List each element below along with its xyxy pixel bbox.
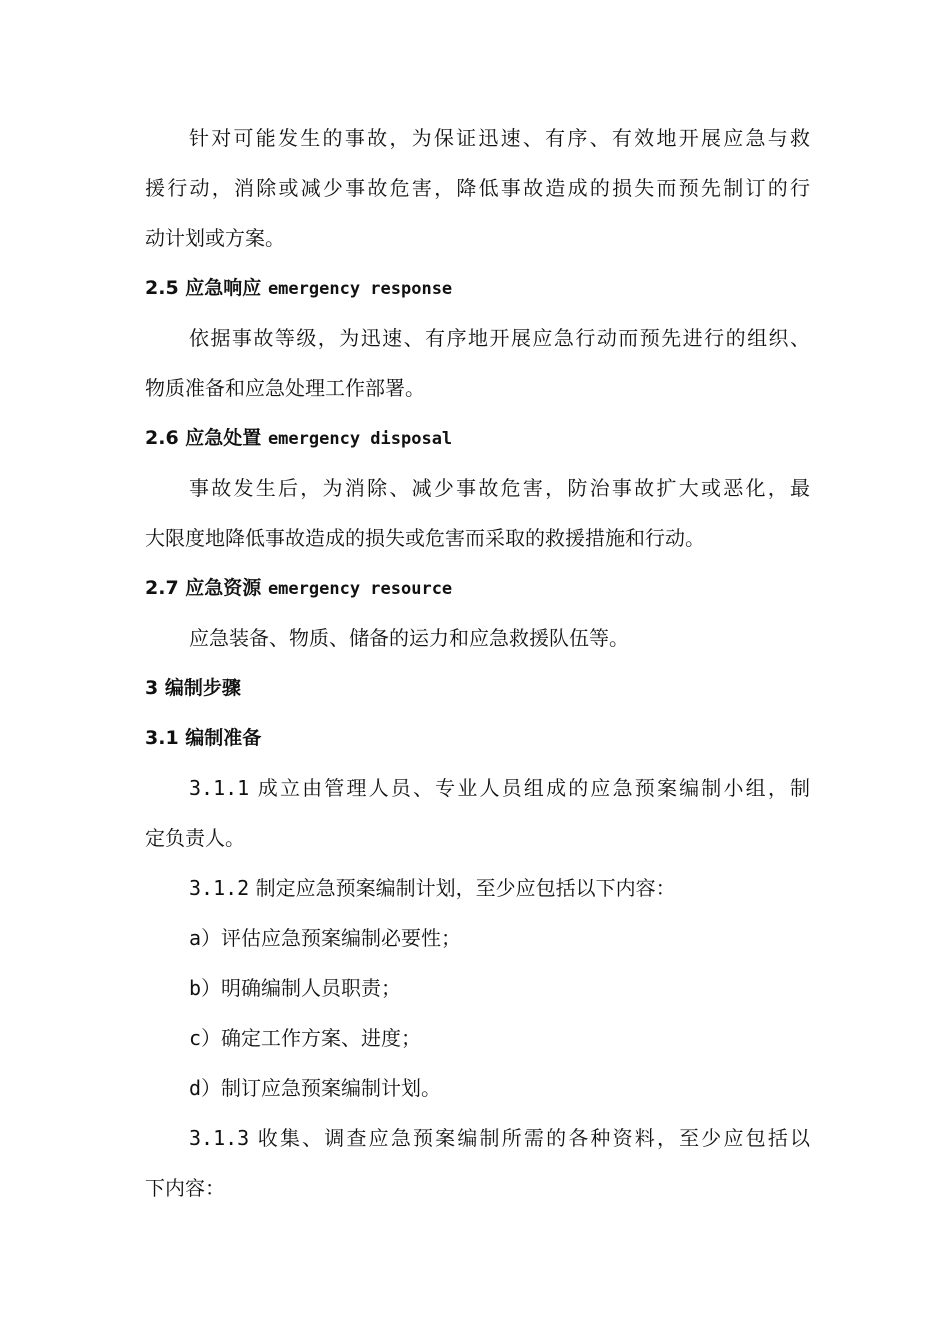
body-text-line: 定负责人。 — [145, 826, 245, 850]
clause-3-1-3 — [145, 1113, 810, 1163]
body-text-line: 物质准备和应急处理工作部署。 — [145, 376, 425, 400]
list-text: 制订应急预案编制计划。 — [221, 1076, 442, 1100]
body-text-line: 下内容： — [145, 1176, 225, 1200]
body-text-line: 应急装备、物质、储备的运力和应急救援队伍等。 — [189, 626, 629, 650]
section-number: 2.5 — [145, 277, 179, 299]
section-heading-3-1: 3.1 编制准备 — [145, 727, 262, 749]
list-item — [145, 913, 810, 963]
section-heading-2-6 — [145, 413, 810, 463]
list-text: 明确编制人员职责； — [221, 976, 402, 1000]
section-title-cn: 应急处置 — [185, 427, 262, 449]
clause-3-1-1 — [145, 763, 810, 813]
list-text: 确定工作方案、进度； — [221, 1026, 422, 1050]
document-page — [145, 113, 810, 1213]
list-marker: a） — [189, 926, 222, 950]
body-text-line: 依据事故等级，为迅速、有序地开展应急行动而预先进行的组织、 — [189, 326, 810, 350]
list-item — [145, 1063, 810, 1113]
list-marker: c） — [189, 1026, 222, 1050]
clause-number: 3.1.1 — [189, 776, 250, 800]
clause-text: 成立由管理人员、专业人员组成的应急预案编制小组，制 — [257, 776, 810, 800]
clause-number: 3.1.2 — [189, 876, 250, 900]
section-heading-3: 3 编制步骤 — [145, 677, 241, 699]
body-text-line: 援行动，消除或减少事故危害，降低事故造成的损失而预先制订的行 — [145, 176, 810, 200]
section-heading-2-7 — [145, 563, 810, 613]
section-title-cn: 应急响应 — [185, 277, 262, 299]
section-heading-2-5 — [145, 263, 810, 313]
clause-text: 收集、调查应急预案编制所需的各种资料，至少应包括以 — [257, 1126, 810, 1150]
clause-3-1-2 — [145, 863, 810, 913]
section-title-cn: 应急资源 — [185, 577, 262, 599]
section-title-en: emergency disposal — [267, 429, 453, 449]
section-number: 2.7 — [145, 577, 179, 599]
section-number: 2.6 — [145, 427, 179, 449]
clause-text: 制定应急预案编制计划，至少应包括以下内容： — [255, 876, 676, 900]
clause-number: 3.1.3 — [189, 1126, 250, 1150]
body-text-line: 针对可能发生的事故，为保证迅速、有序、有效地开展应急与救 — [189, 126, 810, 150]
list-marker: b） — [189, 976, 222, 1000]
body-text-line: 大限度地降低事故造成的损失或危害而采取的救援措施和行动。 — [145, 526, 705, 550]
body-text-line: 动计划或方案。 — [145, 226, 285, 250]
section-title-en: emergency resource — [267, 579, 453, 599]
list-text: 评估应急预案编制必要性； — [221, 926, 462, 950]
list-item — [145, 1013, 810, 1063]
list-item — [145, 963, 810, 1013]
list-marker: d） — [189, 1076, 222, 1100]
body-text-line: 事故发生后，为消除、减少事故危害，防治事故扩大或恶化，最 — [189, 476, 810, 500]
section-title-en: emergency response — [267, 279, 453, 299]
